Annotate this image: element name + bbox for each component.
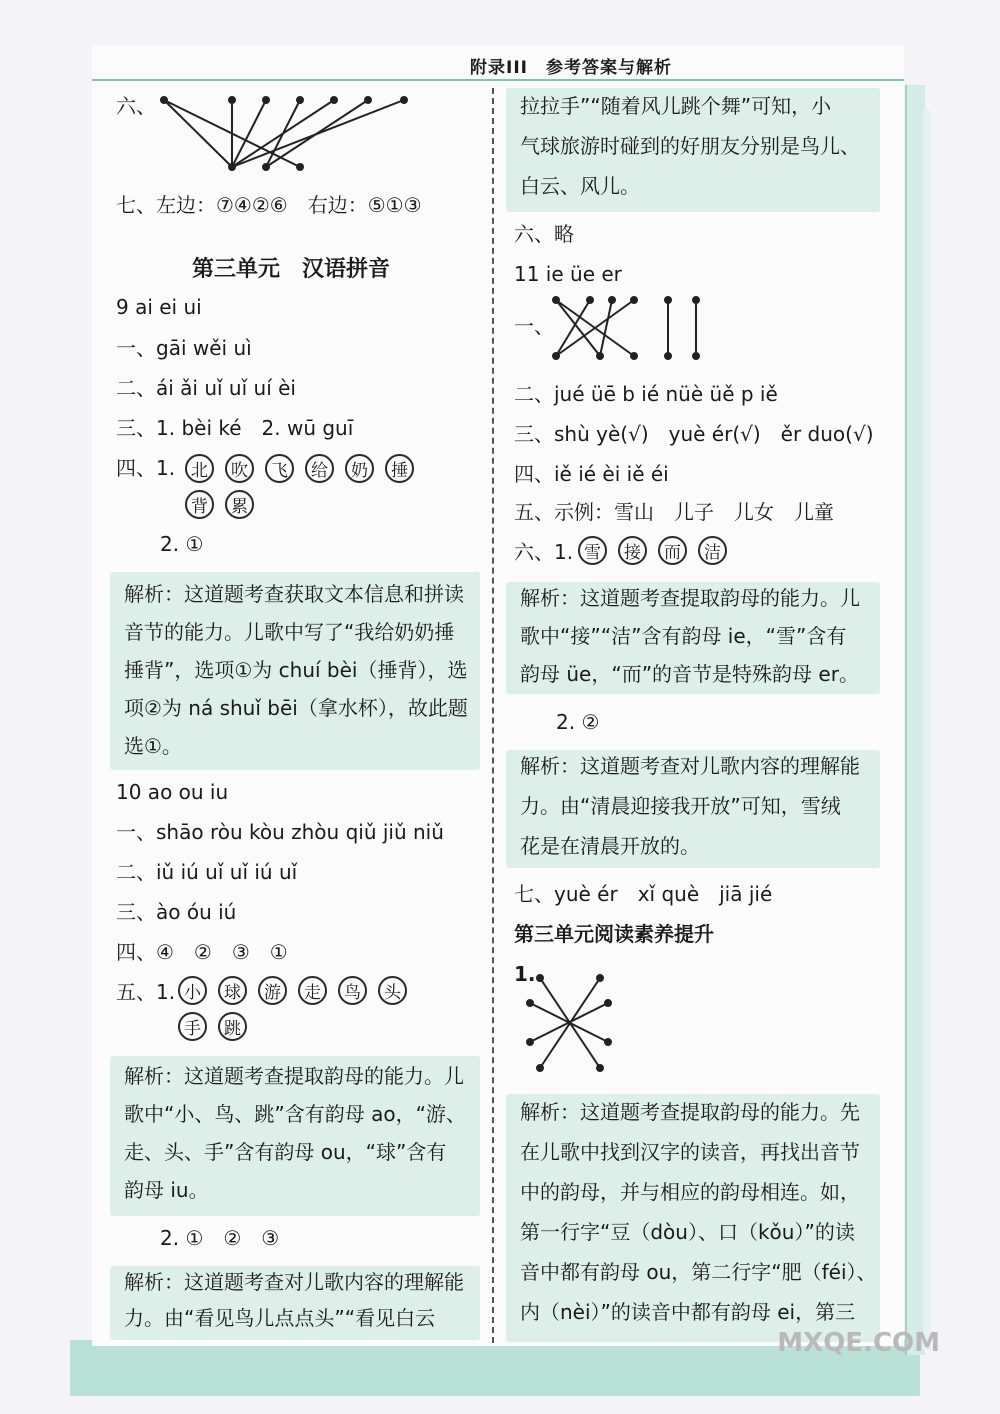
q7-answer: 七、左边：⑦④②⑥ 右边：⑤①③ <box>116 193 422 217</box>
lesson9-q1: 一、gāi wěi uì <box>116 336 252 360</box>
circled-char: 北 <box>185 454 214 483</box>
lesson10-q5-2: 2. ① ② ③ <box>160 1226 280 1250</box>
dot <box>527 1039 533 1045</box>
lesson11-q6-label: 六、1. <box>514 540 574 564</box>
lesson11-q4: 四、iě ié èi iě éi <box>514 462 669 486</box>
circled-char: 跳 <box>218 1012 247 1041</box>
lesson10-q3: 三、ào óu iú <box>116 900 237 924</box>
dot <box>597 1065 603 1071</box>
circled-char: 游 <box>258 976 287 1005</box>
explanation-line: 力。由“清晨迎接我开放”可知，雪绒 <box>520 794 841 818</box>
reading-section-title: 第三单元阅读素养提升 <box>514 922 714 946</box>
dot <box>537 975 543 981</box>
q6-label: 六、 <box>116 94 156 118</box>
circled-char: 捶 <box>385 454 414 483</box>
explanation-line: 解析：这道题考查获取文本信息和拼读 <box>124 582 464 606</box>
circled-char: 奶 <box>345 454 374 483</box>
lesson9-q3: 三、1. bèi ké 2. wū guī <box>116 416 354 440</box>
dot <box>605 1000 611 1006</box>
explanation-line: 音节的能力。儿歌中写了“我给奶奶捶 <box>124 620 455 644</box>
circled-char: 背 <box>185 490 214 519</box>
explanation-line: 力。由“看见鸟儿点点头”“看见白云 <box>124 1306 436 1330</box>
dot <box>605 1039 611 1045</box>
q6-omitted: 六、略 <box>514 222 574 246</box>
lesson11-heading: 11 ie üe er <box>514 262 622 286</box>
circled-char: 累 <box>225 490 254 519</box>
explanation-line: 项②为 ná shuǐ bēi（拿水杯），故此题 <box>124 696 468 720</box>
explanation-line: 拉拉手”“随着风儿跳个舞”可知，小 <box>520 94 832 118</box>
lesson10-q5-label: 五、1. <box>116 980 176 1004</box>
explanation-line: 选①。 <box>124 734 182 758</box>
explanation-line: 白云、风儿。 <box>520 174 640 198</box>
explanation-line: 解析：这道题考查提取韵母的能力。儿 <box>124 1064 464 1088</box>
lesson9-q4-label: 四、1. <box>116 456 176 480</box>
lesson11-q2: 二、jué üē b ié nüè üě p iě <box>514 382 778 406</box>
lesson10-heading: 10 ao ou iu <box>116 780 229 804</box>
lesson10-q2: 二、iǔ iú uǐ uǐ iú uǐ <box>116 860 298 884</box>
explanation-line: 中的韵母，并与相应的韵母相连。如， <box>520 1180 860 1204</box>
unit-title: 第三单元 汉语拼音 <box>192 257 391 282</box>
lesson9-q2: 二、ái ǎi uǐ uǐ uí èi <box>116 376 296 400</box>
circled-char: 接 <box>618 536 647 565</box>
explanation-line: 走、头、手”含有韵母 ou，“球”含有 <box>124 1140 447 1164</box>
circled-char: 小 <box>178 976 207 1005</box>
dot <box>597 975 603 981</box>
watermark: MXQE.COM <box>777 1328 940 1358</box>
circled-char: 头 <box>378 976 407 1005</box>
header-title: 附录III 参考答案与解析 <box>470 58 672 78</box>
circled-char: 走 <box>298 976 327 1005</box>
lesson11-q3: 三、shù yè(√) yuè ér(√) ěr duo(√) <box>514 422 874 446</box>
explanation-line: 内（nèi）”的读音中都有韵母 ei，第三 <box>520 1300 856 1324</box>
circled-char: 飞 <box>265 454 294 483</box>
explanation-line: 解析：这道题考查提取韵母的能力。先 <box>520 1100 860 1124</box>
explanation-line: 解析：这道题考查对儿歌内容的理解能 <box>520 754 860 778</box>
circled-char: 给 <box>305 454 334 483</box>
lesson10-q4: 四、④ ② ③ ① <box>116 940 288 964</box>
explanation-box <box>506 1094 880 1342</box>
lesson9-heading: 9 ai ei ui <box>116 295 202 319</box>
circled-char: 吹 <box>225 454 254 483</box>
explanation-line: 花是在清晨开放的。 <box>520 834 700 858</box>
lesson10-q1: 一、shāo ròu kòu zhòu qiǔ jiǔ niǔ <box>116 820 444 844</box>
explanation-line: 在儿歌中找到汉字的读音，再找出音节 <box>520 1140 860 1164</box>
circled-char: 鸟 <box>338 976 367 1005</box>
lesson11-q7: 七、yuè ér xǐ què jiā jié <box>514 882 773 906</box>
reading-q1-label: 1. <box>514 962 536 986</box>
explanation-line: 解析：这道题考查提取韵母的能力。儿 <box>520 586 860 610</box>
lesson9-q4-2: 2. ① <box>160 532 204 556</box>
dot <box>537 1065 543 1071</box>
explanation-line: 气球旅游时碰到的好朋友分别是鸟儿、 <box>520 134 860 158</box>
circled-char: 雪 <box>578 536 607 565</box>
explanation-line: 捶背”，选项①为 chuí bèi（捶背），选 <box>124 658 468 682</box>
explanation-line: 歌中“小、鸟、跳”含有韵母 ao，“游、 <box>124 1102 466 1126</box>
dot <box>527 1000 533 1006</box>
explanation-line: 解析：这道题考查对儿歌内容的理解能 <box>124 1270 464 1294</box>
circled-char: 而 <box>658 536 687 565</box>
circled-char: 手 <box>178 1012 207 1041</box>
lesson11-q5: 五、示例：雪山 儿子 儿女 儿童 <box>514 500 834 524</box>
explanation-line: 第一行字“豆（dòu）、口（kǒu）”的读 <box>520 1220 855 1244</box>
explanation-line: 歌中“接”“洁”含有韵母 ie，“雪”含有 <box>520 624 847 648</box>
circled-char: 球 <box>218 976 247 1005</box>
lesson11-q1-label: 一、 <box>514 314 554 338</box>
explanation-line: 音中都有韵母 ou，第二行字“肥（féi）、 <box>520 1260 877 1284</box>
lesson11-q6-2: 2. ② <box>556 710 600 734</box>
explanation-line: 韵母 iu。 <box>124 1178 209 1202</box>
circled-char: 洁 <box>698 536 727 565</box>
explanation-line: 韵母 üe，“而”的音节是特殊韵母 er。 <box>520 662 859 686</box>
